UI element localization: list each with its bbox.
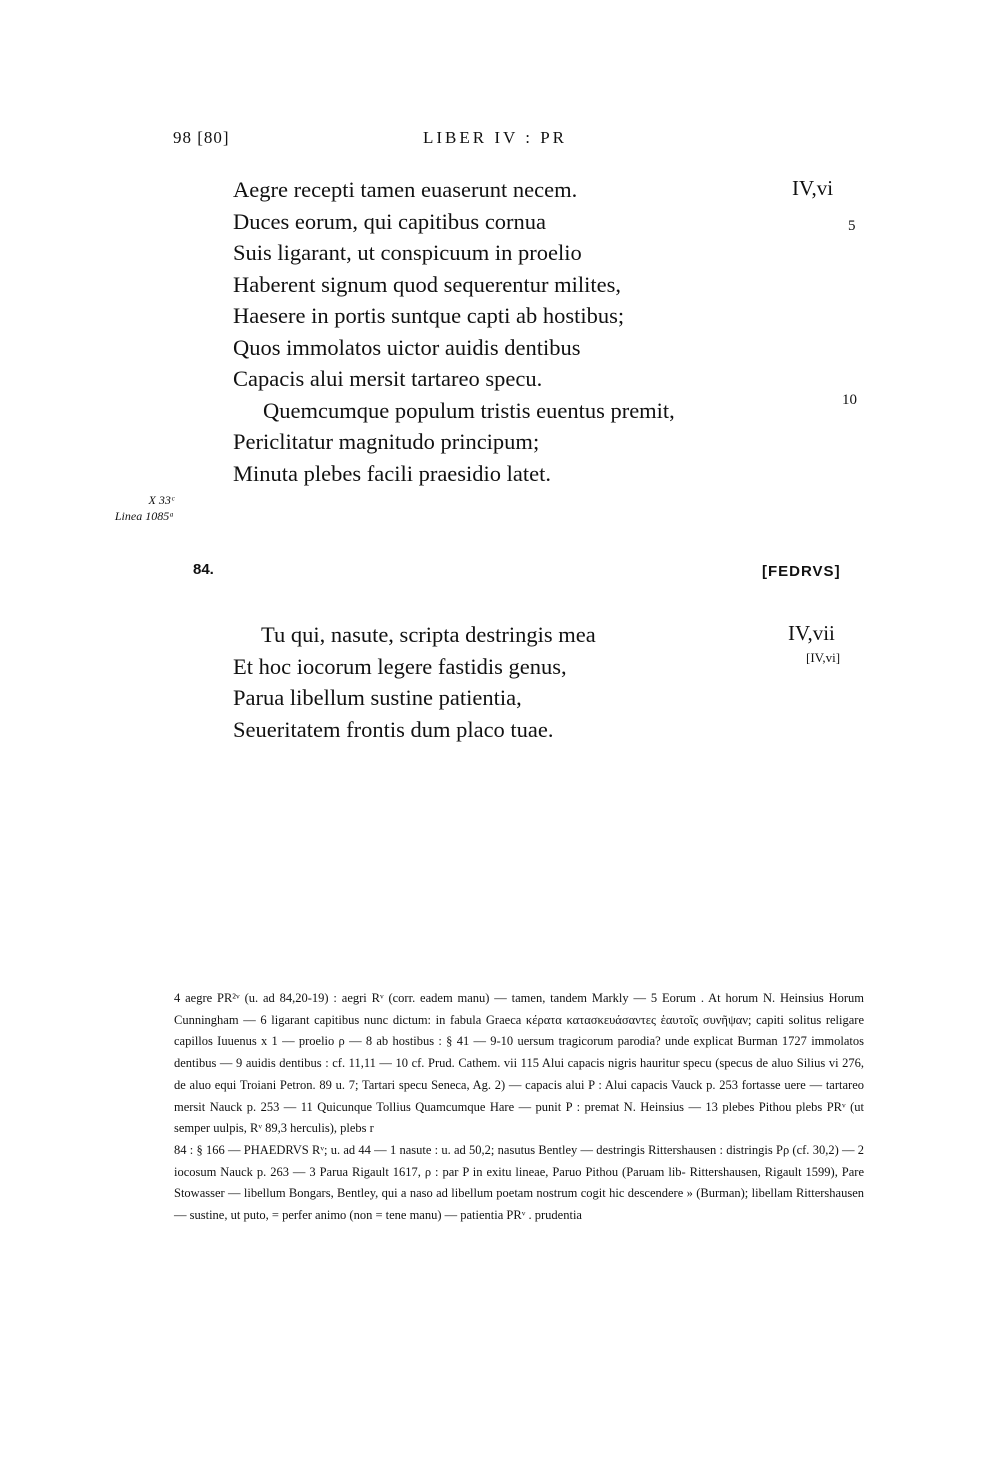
book-reference: IV,vi — [792, 176, 834, 200]
verse-line: Periclitatur magnitudo principum; — [233, 429, 540, 454]
page-number: 98 [80] — [173, 128, 230, 147]
verse-line: Tu qui, nasute, scripta destringis mea — [261, 622, 596, 647]
verse-line: Et hoc iocorum legere fastidis genus, — [233, 653, 567, 679]
verse-line: Haberent signum quod sequerentur milites, — [233, 271, 622, 297]
poem-83 — [233, 174, 675, 489]
running-title: LIBER IV : PR — [423, 128, 568, 147]
poem-author: [FEDRVS] — [762, 563, 841, 580]
apparatus-paragraph: 84 : § 166 — PHAEDRVS Rᵛ; u. ad 44 — 1 nasute : u. ad 50,2; nasutus Bentley — destringis Rittershausen : distringis Pρ (cf. 30,2) — 2 iocosum Nauck p. 263 — 3 Parua Rigault 1617, ρ : par P in exitu lineae, Paruo Pithou (Paruam lib- Rittershausen, Rigault 1599), Pare Stowasser — libellum Bongars, Bentley, qui a naso ad libellum poetam nostrum cogit hic descendere » (Burman); libellam Rittershausen — sustine, ut puto, = perfer animo (non = tene manu) — patientia PRᵛ . prudentia — [174, 1142, 864, 1223]
margin-note: X 33ᶜ Linea 1085ᵃ — [114, 493, 174, 523]
book-reference-alt: [IV,vi] — [806, 650, 841, 665]
verse-line: Capacis alui mersit tartareo specu. — [233, 366, 543, 391]
verse-line: Quos immolatos uictor auidis dentibus — [233, 334, 581, 360]
critical-apparatus — [174, 988, 864, 1227]
line-number: 10 — [842, 392, 857, 408]
verse-line: Aegre recepti tamen euaserunt necem. — [233, 177, 578, 202]
verse-line: Suis ligarant, ut conspicuum in proelio — [233, 240, 582, 265]
poem-number: 84. — [193, 561, 214, 578]
book-reference: IV,vii — [788, 621, 835, 645]
verse-line: Haesere in portis suntque capti ab hostibus; — [233, 303, 625, 328]
verse-line: Parua libellum sustine patientia, — [233, 685, 522, 710]
running-header — [173, 128, 863, 154]
verse-line: Seueritatem frontis dum placo tuae. — [233, 716, 554, 742]
verse-line: Quemcumque populum tristis euentus premit, — [263, 397, 675, 423]
line-number: 5 — [848, 218, 856, 234]
poem-84 — [233, 619, 596, 745]
apparatus-paragraph: 4 aegre PR²ᵛ (u. ad 84,20-19) : aegri Rᵛ (corr. eadem manu) — tamen, tandem Markly — 5 Eorum . At horum N. Heinsius Horum Cunningham — 6 ligarant capitibus nunc dictum: in fabula Graeca κέρατα κατασκευάσαντες ἑαυτοῖς συνῆψαν; capiti solitus religare capillos Iuuenus x 1 — proelio ρ — 8 ab hostibus : § 41 — 9-10 uersum tragicorum parodia? unde explicat Burman 1727 immolatos dentibus — 9 auidis dentibus : cf. 11,11 — 10 cf. Prud. Cathem. vii 115 Alui capacis nigris hauritur specu (specus de aluo Silius vi 276, de aluo equi Troiani Petron. 89 u. 7; Tartari specu Seneca, Ag. 2) — capacis alui P : Alui capacis Vauck p. 253 fortasse uere — tartareo mersit Nauck p. 253 — 11 Quicunque Tollius Quamcumque Hare — punit P : premat N. Heinsius — 13 plebes Pithou plebs PRᵛ (ut semper uulpis, Rᵛ 89,3 herculis), plebs r — [174, 991, 864, 1136]
verse-line: Minuta plebes facili praesidio latet. — [233, 460, 552, 486]
verse-line: Duces eorum, qui capitibus cornua — [233, 208, 547, 234]
